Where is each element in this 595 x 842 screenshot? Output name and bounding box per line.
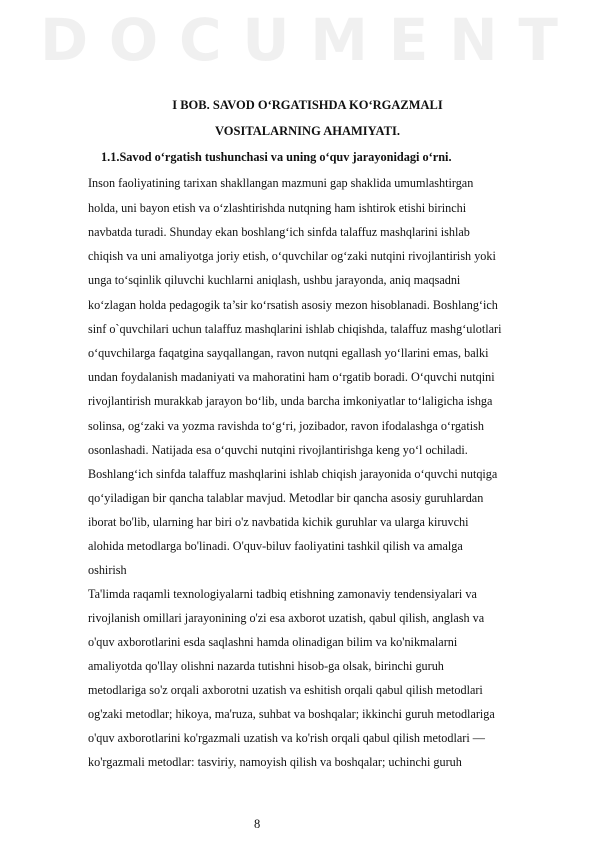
body-line: rivojlantirish murakkab jarayon bo‘lib, unda barcha imkoniyatlar to‘laligicha ishga: [88, 394, 493, 408]
body-line: o‘quvchilarga faqatgina sayqallangan, ravon nutqni egallash yo‘llarini emas, balki: [88, 346, 489, 360]
body-line: holda, uni bayon etish va o‘zlashtirishda nutqning ham ishtirok etishi birinchi: [88, 201, 467, 215]
watermark-letter: T: [518, 6, 560, 74]
body-line: osonlashadi. Natijada esa o‘quvchi nutqini rivojlantirishga keng yo‘l ochiladi.: [88, 443, 468, 457]
body-line: navbatda turadi. Shunday ekan boshlang‘ich sinfda talaffuz mashqlarini ishlab: [88, 225, 470, 239]
watermark-letter: C: [179, 6, 224, 74]
watermark-letter: D: [40, 6, 91, 74]
body-line: unga to‘sqinlik qiluvchi kuchlarni aniqlash, ushbu jarayonda, aniq maqsadni: [88, 273, 461, 287]
body-line: sinf o`quvchilari uchun talaffuz mashqlarini ishlab chiqishda, talaffuz mashg‘ulotlari: [88, 322, 502, 336]
watermark-letter: O: [108, 6, 161, 74]
body-line: solinsa, og‘zaki va yozma ravishda to‘g‘ri, jozibador, ravon ifodalashga o‘rgatish: [88, 419, 484, 433]
body-line: chiqish va uni amaliyotga joriy etish, o‘quvchilar og‘zaki nutqini rivojlantirish yoki: [88, 249, 496, 263]
body-line: qo‘yiladigan bir qancha talablar mavjud. Metodlar bir qancha asosiy guruhlardan: [88, 491, 484, 505]
body-line: undan foydalanish madaniyati va mahoratini ham o‘rgatib boradi. O‘quvchi nutqini: [88, 370, 495, 384]
body-line: oshirish: [88, 563, 127, 577]
watermark-letter: U: [242, 6, 292, 74]
body-line: rivojlanish omillari jarayonining o'zi esa axborot uzatish, qabul qilish, anglash va: [88, 611, 485, 625]
watermark-letter: N: [449, 6, 500, 74]
section-title: 1.1.Savod o‘rgatish tushunchasi va uning o‘quv jarayonidagi o‘rni.: [101, 150, 452, 164]
watermark-letter: E: [388, 6, 431, 74]
body-line: Ta'limda raqamli texnologiyalarni tadbiq etishning zamonaviy tendensiyalari va: [88, 587, 477, 601]
page-number: 8: [254, 817, 261, 831]
watermark-letter: M: [310, 6, 370, 74]
body-line: iborat bo'lib, ularning har biri o'z navbatida kichik guruhlar va ularga kiruvchi: [88, 515, 469, 529]
body-line: ko‘zlagan holda pedagogik ta’sir ko‘rsatish asosiy mezon hisoblanadi. Boshlang‘ich: [88, 298, 498, 312]
body-line: metodlariga so'z orqali axborotni uzatish va eshitish orqali qabul qilish metodlari: [88, 683, 483, 697]
chapter-title-line-2: VOSITALARNING AHAMIYATI.: [215, 124, 400, 138]
body-line: o'quv axborotlarini esda saqlashni hamda olinadigan bilim va ko'nikmalarni: [88, 635, 458, 649]
chapter-title-line-1: I BOB. SAVOD O‘RGATISHDA KO‘RGAZMALI: [172, 98, 443, 112]
body-line: og'zaki metodlar; hikoya, ma'ruza, suhbat va boshqalar; ikkinchi guruh metodlariga: [88, 707, 495, 721]
body-line: ko'rgazmali metodlar: tasviriy, namoyish qilish va boshqalar; uchinchi guruh: [88, 755, 462, 769]
watermark: [40, 0, 560, 80]
body-line: o'quv axborotlarini ko'rgazmali uzatish va ko'rish orqali qabul qilish metodlari —: [88, 731, 485, 745]
body-line: Inson faoliyatining tarixan shakllangan mazmuni gap shaklida umumlashtirgan: [88, 176, 474, 190]
body-line: alohida metodlarga bo'linadi. O'quv-biluv faoliyatini tashkil qilish va amalga: [88, 539, 463, 553]
body-line: amaliyotda qo'llay olishni nazarda tutishni hisob-ga olsak, birinchi guruh: [88, 659, 444, 673]
body-line: Boshlang‘ich sinfda talaffuz mashqlarini ishlab chiqish jarayonida o‘quvchi nutqiga: [88, 467, 498, 481]
